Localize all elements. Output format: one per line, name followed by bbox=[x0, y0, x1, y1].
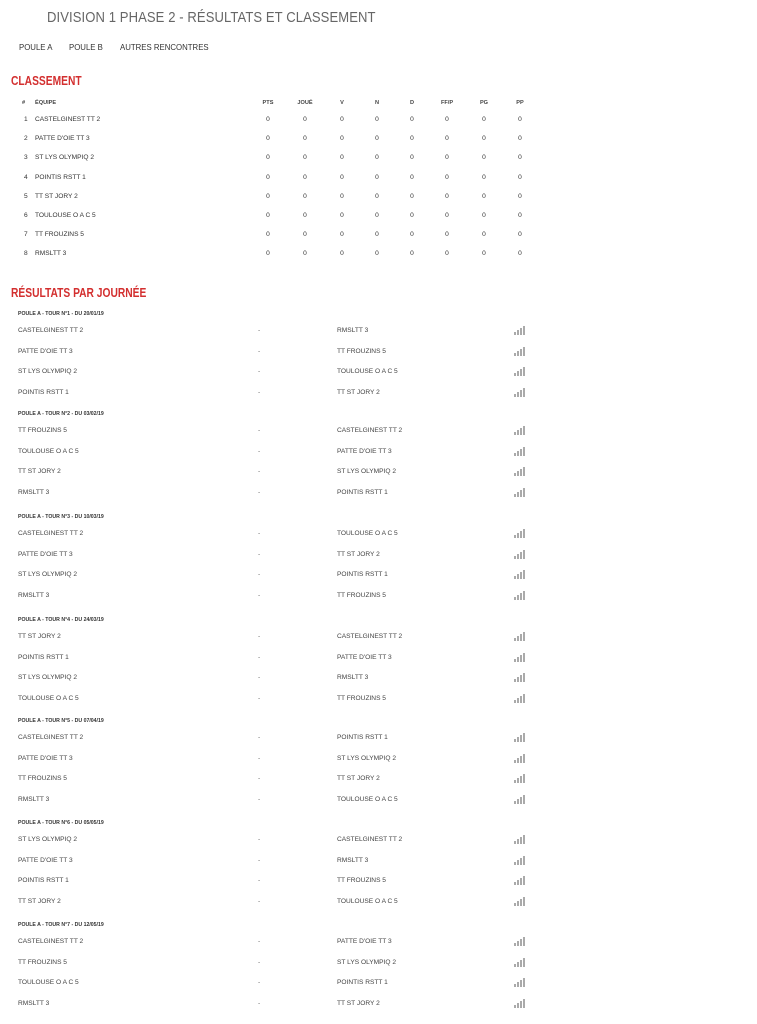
tab-poule-a[interactable]: POULE A bbox=[19, 42, 53, 52]
standings-cell: 0 bbox=[445, 154, 449, 162]
bar-chart-icon[interactable] bbox=[514, 855, 526, 865]
standings-cell: 0 bbox=[375, 250, 379, 258]
standings-cell: 3 bbox=[24, 154, 28, 162]
score-separator: - bbox=[258, 550, 261, 558]
home-team[interactable]: ST LYS OLYMPIQ 2 bbox=[18, 571, 77, 578]
standings-cell: 0 bbox=[340, 135, 344, 143]
score-separator: - bbox=[258, 999, 261, 1007]
bar-chart-icon[interactable] bbox=[514, 936, 526, 946]
score-separator: - bbox=[258, 591, 261, 599]
standings-cell: 0 bbox=[410, 135, 414, 143]
match-row bbox=[0, 551, 757, 563]
home-team[interactable]: ST LYS OLYMPIQ 2 bbox=[18, 368, 77, 375]
match-row bbox=[0, 775, 757, 787]
home-team[interactable]: PATTE D'OIE TT 3 bbox=[18, 550, 73, 558]
standings-cell: 6 bbox=[24, 212, 28, 219]
match-row bbox=[0, 836, 757, 848]
score-separator: - bbox=[258, 877, 261, 884]
home-team[interactable]: PATTE D'OIE TT 3 bbox=[18, 347, 73, 355]
away-team[interactable]: TT ST JORY 2 bbox=[337, 775, 380, 782]
standings-cell: 0 bbox=[375, 173, 379, 181]
bar-chart-icon[interactable] bbox=[514, 977, 526, 987]
bar-chart-icon[interactable] bbox=[514, 346, 526, 356]
standings-cell: 0 bbox=[518, 231, 522, 239]
score-separator: - bbox=[258, 633, 261, 640]
away-team[interactable]: CASTELGINEST TT 2 bbox=[337, 836, 403, 843]
away-team[interactable]: TOULOUSE O A C 5 bbox=[337, 530, 398, 537]
away-team[interactable]: ST LYS OLYMPIQ 2 bbox=[337, 754, 396, 762]
standings-cell: 0 bbox=[375, 192, 379, 200]
standings-cell: 0 bbox=[482, 250, 486, 258]
bar-chart-icon[interactable] bbox=[514, 652, 526, 662]
page-title: DIVISION 1 PHASE 2 - RÉSULTATS ET CLASSEMENT bbox=[47, 10, 376, 26]
classement-heading: CLASSEMENT bbox=[11, 74, 82, 88]
score-separator: - bbox=[258, 327, 261, 334]
standings-cell: 0 bbox=[445, 135, 449, 143]
match-row bbox=[0, 633, 757, 645]
standings-cell: 0 bbox=[482, 231, 486, 239]
tab-bar bbox=[19, 42, 231, 52]
standings-col-header[interactable]: N bbox=[374, 100, 380, 106]
home-team[interactable]: TT FROUZINS 5 bbox=[18, 427, 67, 434]
match-row bbox=[0, 877, 757, 889]
score-separator: - bbox=[258, 836, 261, 843]
away-team[interactable]: POINTIS RSTT 1 bbox=[337, 488, 388, 496]
standings-cell: 0 bbox=[340, 231, 344, 239]
team-name-link[interactable]: POINTIS RSTT 1 bbox=[35, 173, 86, 181]
match-row bbox=[0, 674, 757, 686]
resultats-heading: RÉSULTATS PAR JOURNÉE bbox=[11, 286, 147, 300]
standings-row bbox=[0, 135, 757, 147]
away-team[interactable]: RMSLTT 3 bbox=[337, 856, 369, 864]
away-team[interactable]: CASTELGINEST TT 2 bbox=[337, 427, 403, 434]
standings-col-header[interactable]: FF/P bbox=[440, 100, 454, 106]
standings-cell: 0 bbox=[303, 250, 307, 258]
standings-cell: 0 bbox=[266, 173, 270, 181]
score-separator: - bbox=[258, 754, 261, 762]
away-team[interactable]: TT FROUZINS 5 bbox=[337, 347, 386, 355]
standings-col-header[interactable]: V bbox=[340, 100, 344, 106]
standings-cell: 0 bbox=[445, 231, 449, 239]
standings-cell: 0 bbox=[482, 116, 486, 123]
standings-cell: 0 bbox=[518, 154, 522, 162]
away-team[interactable]: ST LYS OLYMPIQ 2 bbox=[337, 958, 396, 966]
bar-chart-icon[interactable] bbox=[514, 487, 526, 497]
standings-cell: 0 bbox=[518, 212, 522, 219]
away-team[interactable]: TT FROUZINS 5 bbox=[337, 877, 386, 884]
standings-cell: 0 bbox=[266, 192, 270, 200]
standings-cell: 0 bbox=[445, 173, 449, 181]
home-team[interactable]: CASTELGINEST TT 2 bbox=[18, 530, 84, 537]
home-team[interactable]: PATTE D'OIE TT 3 bbox=[18, 754, 73, 762]
standings-cell: 0 bbox=[340, 212, 344, 219]
match-row bbox=[0, 979, 757, 991]
away-team[interactable]: TOULOUSE O A C 5 bbox=[337, 368, 398, 375]
standings-cell: 0 bbox=[445, 212, 449, 219]
bar-chart-icon[interactable] bbox=[514, 590, 526, 600]
round-label: POULE A - TOUR N°2 - DU 03/02/19 bbox=[18, 411, 104, 417]
away-team[interactable]: TOULOUSE O A C 5 bbox=[337, 897, 398, 905]
standings-row bbox=[0, 154, 757, 166]
match-row bbox=[0, 796, 757, 808]
score-separator: - bbox=[258, 775, 261, 782]
standings-col-header[interactable]: D bbox=[409, 100, 415, 106]
standings-cell: 0 bbox=[518, 250, 522, 258]
team-name-link[interactable]: CASTELGINEST TT 2 bbox=[35, 116, 101, 123]
match-row bbox=[0, 592, 757, 604]
score-separator: - bbox=[258, 653, 261, 661]
standings-cell: 0 bbox=[375, 135, 379, 143]
score-separator: - bbox=[258, 388, 261, 396]
score-separator: - bbox=[258, 427, 261, 434]
team-name-link[interactable]: TT FROUZINS 5 bbox=[35, 231, 84, 239]
score-separator: - bbox=[258, 571, 261, 578]
round-label: POULE A - TOUR N°6 - DU 05/05/19 bbox=[18, 820, 104, 826]
standings-cell: 0 bbox=[303, 135, 307, 143]
home-team[interactable]: POINTIS RSTT 1 bbox=[18, 388, 69, 396]
round-label: POULE A - TOUR N°1 - DU 20/01/19 bbox=[18, 311, 104, 317]
home-team[interactable]: TOULOUSE O A C 5 bbox=[18, 694, 79, 702]
standings-cell: 0 bbox=[410, 173, 414, 181]
score-separator: - bbox=[258, 488, 261, 496]
standings-cell: 0 bbox=[340, 250, 344, 258]
standings-cell: 0 bbox=[303, 154, 307, 162]
standings-cell: 0 bbox=[266, 154, 270, 162]
standings-cell: 0 bbox=[340, 173, 344, 181]
standings-cell: 8 bbox=[24, 250, 28, 258]
score-separator: - bbox=[258, 734, 261, 741]
standings-cell: 0 bbox=[375, 231, 379, 239]
home-team[interactable]: TT ST JORY 2 bbox=[18, 897, 61, 905]
team-name-link[interactable]: PATTE D'OIE TT 3 bbox=[35, 135, 90, 143]
standings-cell: 0 bbox=[375, 212, 379, 219]
standings-cell: 0 bbox=[482, 154, 486, 162]
score-separator: - bbox=[258, 897, 261, 905]
bar-chart-icon[interactable] bbox=[514, 631, 526, 641]
standings-cell: 0 bbox=[410, 212, 414, 219]
home-team[interactable]: CASTELGINEST TT 2 bbox=[18, 327, 84, 334]
match-row bbox=[0, 327, 757, 339]
bar-chart-icon[interactable] bbox=[514, 773, 526, 783]
match-row bbox=[0, 389, 757, 401]
home-team[interactable]: RMSLTT 3 bbox=[18, 999, 50, 1007]
round-label: POULE A - TOUR N°4 - DU 24/03/19 bbox=[18, 617, 104, 623]
home-team[interactable]: PATTE D'OIE TT 3 bbox=[18, 856, 73, 864]
score-separator: - bbox=[258, 694, 261, 702]
bar-chart-icon[interactable] bbox=[514, 446, 526, 456]
home-team[interactable]: POINTIS RSTT 1 bbox=[18, 877, 69, 884]
standings-cell: 0 bbox=[445, 192, 449, 200]
tab-autres-rencontres[interactable]: AUTRES RENCONTRES bbox=[120, 42, 209, 52]
score-separator: - bbox=[258, 347, 261, 355]
away-team[interactable]: ST LYS OLYMPIQ 2 bbox=[337, 468, 396, 475]
away-team[interactable]: CASTELGINEST TT 2 bbox=[337, 633, 403, 640]
away-team[interactable]: RMSLTT 3 bbox=[337, 674, 369, 681]
standings-cell: 0 bbox=[410, 116, 414, 123]
standings-cell: 0 bbox=[303, 116, 307, 123]
home-team[interactable]: ST LYS OLYMPIQ 2 bbox=[18, 836, 77, 843]
home-team[interactable]: POINTIS RSTT 1 bbox=[18, 653, 69, 661]
standings-cell: 0 bbox=[445, 250, 449, 258]
match-row bbox=[0, 427, 757, 439]
score-separator: - bbox=[258, 530, 261, 537]
standings-cell: 0 bbox=[482, 212, 486, 219]
bar-chart-icon[interactable] bbox=[514, 896, 526, 906]
match-row bbox=[0, 348, 757, 360]
home-team[interactable]: TT FROUZINS 5 bbox=[18, 775, 67, 782]
bar-chart-icon[interactable] bbox=[514, 753, 526, 763]
match-row bbox=[0, 468, 757, 480]
match-row bbox=[0, 654, 757, 666]
standings-cell: 7 bbox=[24, 231, 28, 239]
match-row bbox=[0, 530, 757, 542]
standings-cell: 0 bbox=[340, 116, 344, 123]
bar-chart-icon[interactable] bbox=[514, 466, 526, 476]
bar-chart-icon[interactable] bbox=[514, 794, 526, 804]
home-team[interactable]: RMSLTT 3 bbox=[18, 795, 50, 803]
bar-chart-icon[interactable] bbox=[514, 549, 526, 559]
home-team[interactable]: TT ST JORY 2 bbox=[18, 633, 61, 640]
standings-cell: 0 bbox=[303, 192, 307, 200]
round-label: POULE A - TOUR N°7 - DU 12/05/19 bbox=[18, 922, 104, 928]
standings-cell: 0 bbox=[518, 135, 522, 143]
standings-cell: 2 bbox=[24, 135, 28, 143]
standings-cell: 0 bbox=[266, 231, 270, 239]
standings-cell: 0 bbox=[410, 192, 414, 200]
standings-cell: 0 bbox=[303, 212, 307, 219]
standings-cell: 0 bbox=[410, 231, 414, 239]
away-team[interactable]: TT ST JORY 2 bbox=[337, 550, 380, 558]
standings-cell: 0 bbox=[482, 192, 486, 200]
match-row bbox=[0, 898, 757, 910]
away-team[interactable]: PATTE D'OIE TT 3 bbox=[337, 447, 392, 455]
standings-row bbox=[0, 193, 757, 205]
away-team[interactable]: POINTIS RSTT 1 bbox=[337, 734, 388, 741]
standings-col-header[interactable]: PP bbox=[516, 100, 524, 106]
score-separator: - bbox=[258, 979, 261, 986]
home-team[interactable]: RMSLTT 3 bbox=[18, 591, 50, 599]
standings-row bbox=[0, 174, 757, 186]
team-name-link[interactable]: RMSLTT 3 bbox=[35, 250, 67, 258]
match-row bbox=[0, 695, 757, 707]
bar-chart-icon[interactable] bbox=[514, 425, 526, 435]
home-team[interactable]: CASTELGINEST TT 2 bbox=[18, 734, 84, 741]
standings-row bbox=[0, 250, 757, 262]
bar-chart-icon[interactable] bbox=[514, 957, 526, 967]
standings-col-header[interactable]: PTS bbox=[262, 100, 274, 106]
score-separator: - bbox=[258, 795, 261, 803]
standings-col-header[interactable]: ÉQUIPE bbox=[35, 100, 57, 106]
round-label: POULE A - TOUR N°5 - DU 07/04/19 bbox=[18, 718, 104, 724]
team-name-link[interactable]: TT ST JORY 2 bbox=[35, 192, 78, 200]
standings-cell: 0 bbox=[445, 116, 449, 123]
match-row bbox=[0, 755, 757, 767]
standings-header-row bbox=[0, 100, 757, 112]
standings-row bbox=[0, 231, 757, 243]
home-team[interactable]: CASTELGINEST TT 2 bbox=[18, 938, 84, 945]
standings-cell: 0 bbox=[518, 116, 522, 123]
away-team[interactable]: RMSLTT 3 bbox=[337, 327, 369, 334]
away-team[interactable]: POINTIS RSTT 1 bbox=[337, 979, 388, 986]
home-team[interactable]: TOULOUSE O A C 5 bbox=[18, 447, 79, 455]
bar-chart-icon[interactable] bbox=[514, 672, 526, 682]
bar-chart-icon[interactable] bbox=[514, 528, 526, 538]
match-row bbox=[0, 1000, 757, 1012]
match-row bbox=[0, 857, 757, 869]
home-team[interactable]: TT FROUZINS 5 bbox=[18, 958, 67, 966]
bar-chart-icon[interactable] bbox=[514, 834, 526, 844]
round-label: POULE A - TOUR N°3 - DU 10/03/19 bbox=[18, 514, 104, 520]
bar-chart-icon[interactable] bbox=[514, 693, 526, 703]
standings-row bbox=[0, 116, 757, 128]
score-separator: - bbox=[258, 468, 261, 475]
team-name-link[interactable]: ST LYS OLYMPIQ 2 bbox=[35, 154, 94, 162]
match-row bbox=[0, 938, 757, 950]
standings-cell: 1 bbox=[24, 116, 28, 123]
standings-cell: 0 bbox=[303, 173, 307, 181]
score-separator: - bbox=[258, 958, 261, 966]
standings-cell: 0 bbox=[266, 116, 270, 123]
standings-cell: 0 bbox=[375, 154, 379, 162]
bar-chart-icon[interactable] bbox=[514, 998, 526, 1008]
away-team[interactable]: PATTE D'OIE TT 3 bbox=[337, 653, 392, 661]
standings-cell: 0 bbox=[266, 250, 270, 258]
score-separator: - bbox=[258, 856, 261, 864]
standings-cell: 0 bbox=[303, 231, 307, 239]
bar-chart-icon[interactable] bbox=[514, 325, 526, 335]
standings-cell: 0 bbox=[410, 154, 414, 162]
match-row bbox=[0, 959, 757, 971]
bar-chart-icon[interactable] bbox=[514, 569, 526, 579]
away-team[interactable]: POINTIS RSTT 1 bbox=[337, 571, 388, 578]
home-team[interactable]: TOULOUSE O A C 5 bbox=[18, 979, 79, 986]
standings-cell: 0 bbox=[482, 173, 486, 181]
score-separator: - bbox=[258, 368, 261, 375]
home-team[interactable]: TT ST JORY 2 bbox=[18, 468, 61, 475]
tab-poule-b[interactable]: POULE B bbox=[69, 42, 104, 52]
match-row bbox=[0, 571, 757, 583]
standings-row bbox=[0, 212, 757, 224]
away-team[interactable]: TOULOUSE O A C 5 bbox=[337, 795, 398, 803]
standings-cell: 0 bbox=[266, 135, 270, 143]
standings-cell: 0 bbox=[266, 212, 270, 219]
standings-cell: 0 bbox=[482, 135, 486, 143]
standings-cell: 0 bbox=[340, 192, 344, 200]
bar-chart-icon[interactable] bbox=[514, 875, 526, 885]
standings-cell: 0 bbox=[410, 250, 414, 258]
away-team[interactable]: TT ST JORY 2 bbox=[337, 999, 380, 1007]
home-team[interactable]: RMSLTT 3 bbox=[18, 488, 50, 496]
score-separator: - bbox=[258, 674, 261, 681]
away-team[interactable]: TT FROUZINS 5 bbox=[337, 694, 386, 702]
standings-cell: 4 bbox=[24, 173, 28, 181]
match-row bbox=[0, 448, 757, 460]
score-separator: - bbox=[258, 447, 261, 455]
home-team[interactable]: ST LYS OLYMPIQ 2 bbox=[18, 674, 77, 681]
bar-chart-icon[interactable] bbox=[514, 732, 526, 742]
match-row bbox=[0, 489, 757, 501]
standings-cell: 0 bbox=[375, 116, 379, 123]
bar-chart-icon[interactable] bbox=[514, 387, 526, 397]
standings-cell: 0 bbox=[340, 154, 344, 162]
score-separator: - bbox=[258, 938, 261, 945]
bar-chart-icon[interactable] bbox=[514, 366, 526, 376]
standings-col-header[interactable]: # bbox=[22, 100, 26, 106]
standings-col-header[interactable]: PG bbox=[479, 100, 489, 106]
standings-cell: 0 bbox=[518, 192, 522, 200]
away-team[interactable]: TT FROUZINS 5 bbox=[337, 591, 386, 599]
team-name-link[interactable]: TOULOUSE O A C 5 bbox=[35, 212, 96, 219]
away-team[interactable]: TT ST JORY 2 bbox=[337, 388, 380, 396]
match-row bbox=[0, 368, 757, 380]
standings-cell: 0 bbox=[518, 173, 522, 181]
away-team[interactable]: PATTE D'OIE TT 3 bbox=[337, 938, 392, 945]
match-row bbox=[0, 734, 757, 746]
standings-cell: 5 bbox=[24, 192, 28, 200]
standings-col-header[interactable]: JOUÉ bbox=[297, 100, 313, 106]
